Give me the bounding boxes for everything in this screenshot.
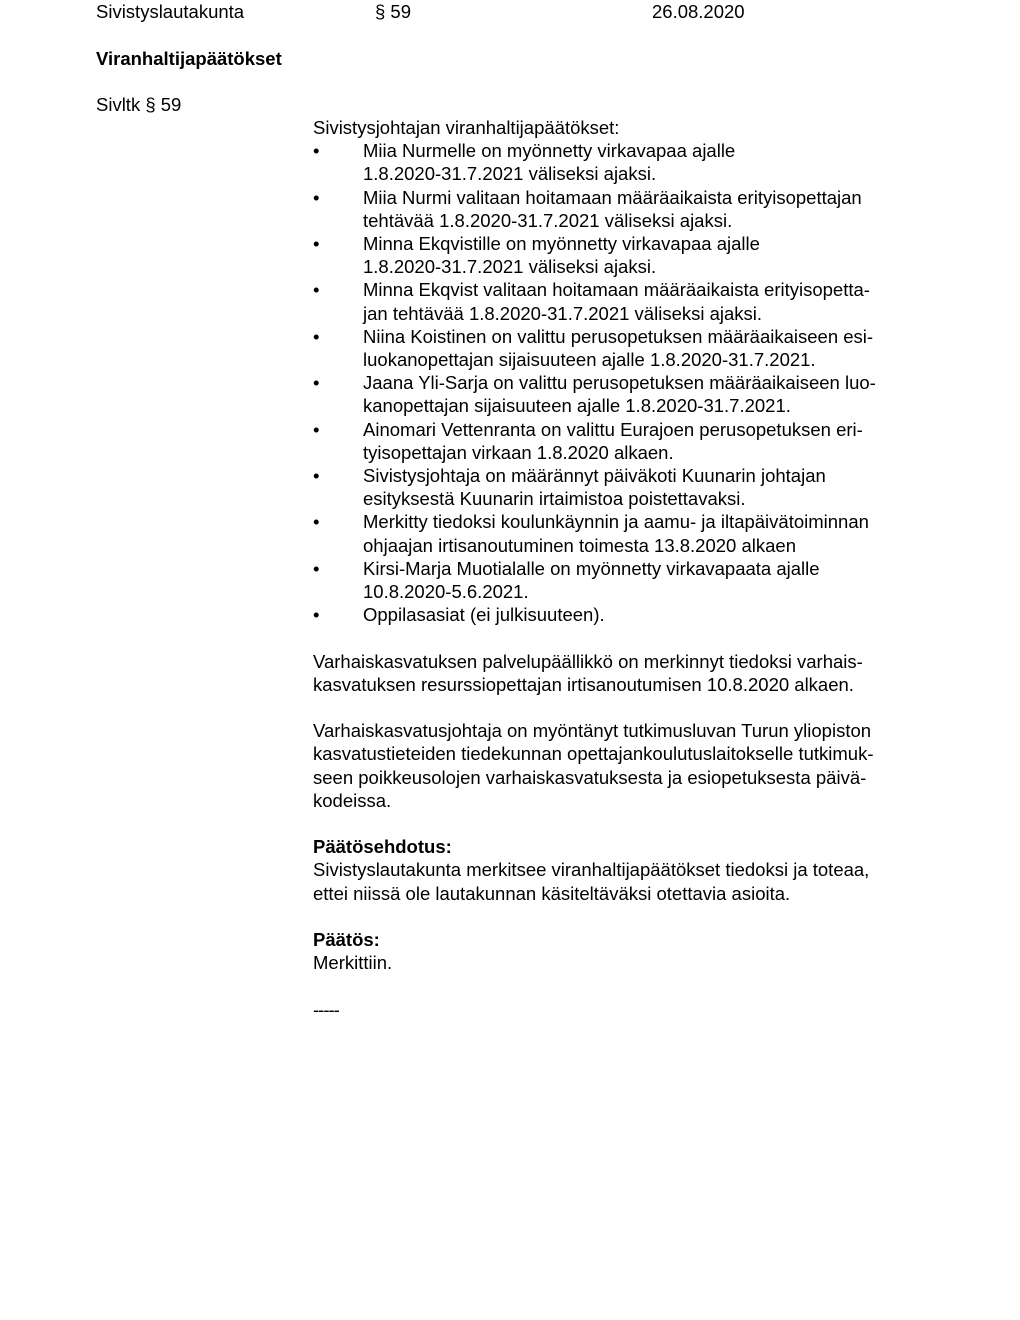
decision-item-line: 10.8.2020-5.6.2021. — [363, 581, 529, 603]
intro-text: Sivistysjohtajan viranhaltijapäätökset: — [313, 117, 620, 138]
spacer — [313, 626, 933, 649]
decision-item-line: 1.8.2020-31.7.2021 väliseksi ajaksi. — [363, 163, 657, 185]
paragraph-line: seen poikkeusolojen varhaiskasvatuksesta ja esiopetuksesta päivä- — [313, 766, 867, 788]
paragraph-line: ettei niissä ole lautakunnan käsiteltäväksi otettavia asioita. — [313, 882, 791, 904]
bullet-icon: • — [313, 604, 320, 626]
header-committee-name: Sivistyslautakunta — [96, 1, 245, 22]
decision-item — [313, 603, 933, 626]
paragraph-palvelupaallikko — [313, 650, 933, 696]
decision-item — [313, 371, 933, 417]
bullet-icon: • — [313, 233, 320, 255]
decision-item-line: kanopettajan sijaisuuteen ajalle 1.8.2020-31.7.2021. — [363, 395, 791, 417]
header-meeting-date: 26.08.2020 — [652, 1, 745, 22]
paragraph-line: Sivistyslautakunta merkitsee viranhaltijapäätökset tiedoksi ja toteaa, — [313, 859, 870, 881]
end-marker: ----- — [313, 998, 339, 1020]
paragraph-line: kasvatuksen resurssiopettajan irtisanoutumisen 10.8.2020 alkaen. — [313, 673, 854, 695]
decision-text: Merkittiin. — [313, 952, 393, 974]
bullet-icon: • — [313, 325, 320, 347]
case-reference: Sivltk § 59 — [96, 94, 182, 115]
proposal-heading: Päätösehdotus: — [313, 836, 452, 858]
decision-item-line: ohjaajan irtisanoutuminen toimesta 13.8.2020 alkaen — [363, 534, 796, 556]
decision-item — [313, 557, 933, 603]
decision-item-line: Kirsi-Marja Muotialalle on myönnetty virkavapaata ajalle — [363, 557, 820, 579]
decision-item-line: luokanopettajan sijaisuuteen ajalle 1.8.2020-31.7.2021. — [363, 349, 816, 371]
decision-item-line: Ainomari Vettenranta on valittu Eurajoen perusopetuksen eri- — [363, 418, 863, 440]
bullet-icon: • — [313, 279, 320, 301]
decision-item — [313, 278, 933, 324]
paragraph-tutkimuslupa — [313, 719, 933, 812]
decision-item-line: Sivistysjohtaja on määrännyt päiväkoti Kuunarin johtajan — [363, 465, 826, 487]
decision-item — [313, 418, 933, 464]
document-title: Viranhaltijapäätökset — [96, 48, 282, 69]
decision-item-line: Merkitty tiedoksi koulunkäynnin ja aamu- ja iltapäivätoiminnan — [363, 511, 869, 533]
decision-item-line: jan tehtävää 1.8.2020-31.7.2021 väliseksi ajaksi. — [363, 302, 763, 324]
spacer — [313, 905, 933, 928]
decision-item-line: esityksestä Kuunarin irtaimistoa poistettavaksi. — [363, 488, 746, 510]
decision-item-line: Niina Koistinen on valittu perusopetuksen määräaikaiseen esi- — [363, 325, 874, 347]
decision-item — [313, 464, 933, 510]
bullet-icon: • — [313, 511, 320, 533]
bullet-icon: • — [313, 186, 320, 208]
decision-item — [313, 510, 933, 556]
decision-item — [313, 325, 933, 371]
decision-item-line: Minna Ekqvistille on myönnetty virkavapaa ajalle — [363, 233, 760, 255]
decision-item-line: Minna Ekqvist valitaan hoitamaan määräaikaista erityisopetta- — [363, 279, 870, 301]
decision-list — [313, 139, 933, 626]
decision-item-line: Oppilasasiat (ei julkisuuteen). — [363, 604, 605, 626]
decision-item-line: Miia Nurmi valitaan hoitamaan määräaikaista erityisopettajan — [363, 186, 862, 208]
bullet-icon: • — [313, 418, 320, 440]
header-section-number: § 59 — [375, 1, 412, 22]
decision-heading: Päätös: — [313, 929, 380, 951]
decision-item-line: 1.8.2020-31.7.2021 väliseksi ajaksi. — [363, 256, 657, 278]
decision-item-line: tehtävää 1.8.2020-31.7.2021 väliseksi ajaksi. — [363, 209, 733, 231]
bullet-icon: • — [313, 557, 320, 579]
decision-item — [313, 232, 933, 278]
paragraph-line: kasvatustieteiden tiedekunnan opettajankoulutuslaitokselle tutkimuk- — [313, 743, 874, 765]
spacer — [313, 812, 933, 835]
spacer — [313, 696, 933, 719]
decision-item — [313, 139, 933, 185]
minutes-content — [313, 116, 933, 1021]
paragraph-line: kodeissa. — [313, 789, 392, 811]
paragraph-line: Varhaiskasvatusjohtaja on myöntänyt tutkimusluvan Turun yliopiston — [313, 720, 872, 742]
paragraph-line: Varhaiskasvatuksen palvelupäällikkö on merkinnyt tiedoksi varhais- — [313, 650, 863, 672]
decision-item-line: tyisopettajan virkaan 1.8.2020 alkaen. — [363, 441, 674, 463]
bullet-icon: • — [313, 140, 320, 162]
proposal-text — [313, 858, 933, 904]
decision-item — [313, 186, 933, 232]
bullet-icon: • — [313, 465, 320, 487]
decision-item-line: Jaana Yli-Sarja on valittu perusopetuksen määräaikaiseen luo- — [363, 372, 876, 394]
decision-item-line: Miia Nurmelle on myönnetty virkavapaa ajalle — [363, 140, 736, 162]
bullet-icon: • — [313, 372, 320, 394]
spacer — [313, 974, 933, 997]
